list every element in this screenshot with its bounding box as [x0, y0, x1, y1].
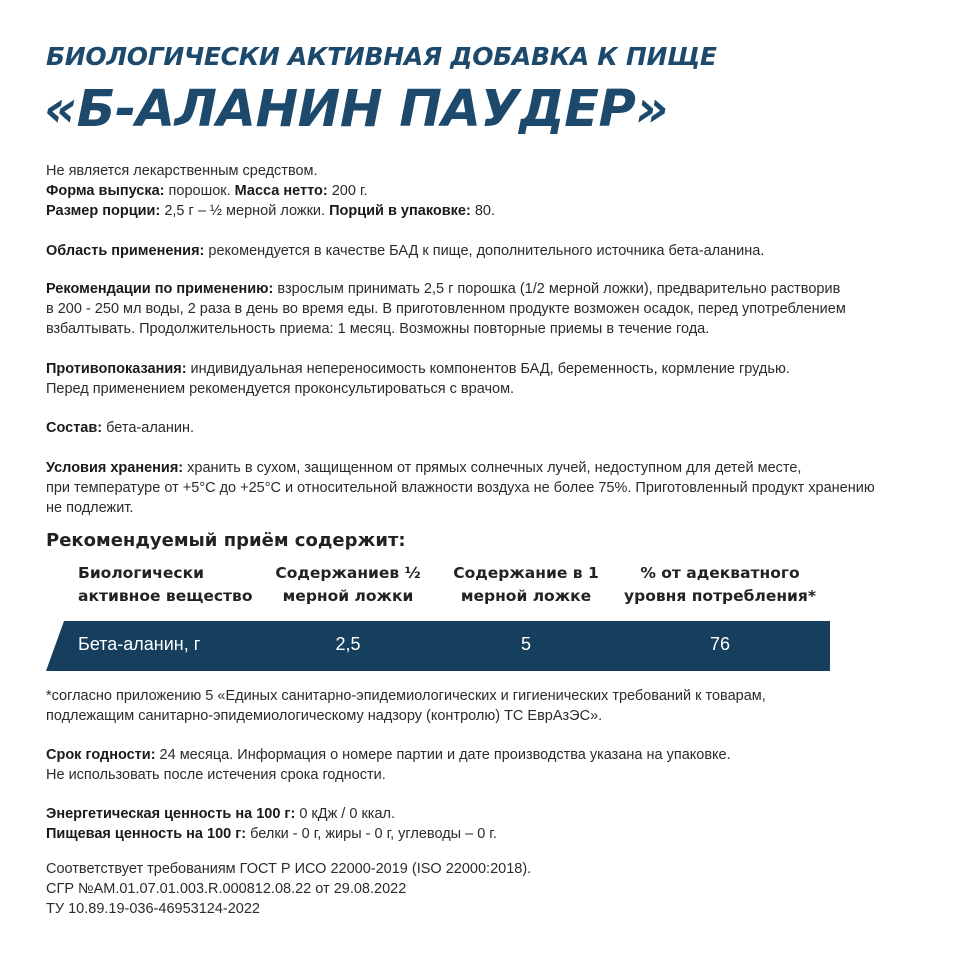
- application-line: [46, 241, 764, 261]
- mass-value: 200 г.: [327, 183, 368, 199]
- storage-label: Условия хранения:: [46, 460, 184, 476]
- energy-line: [46, 804, 395, 824]
- form-label: Форма выпуска:: [46, 183, 165, 199]
- food-value-line: [46, 824, 497, 844]
- cell-substance: Бета-аланин, г: [78, 634, 201, 654]
- intake-title: Рекомендуемый приём содержит:: [46, 530, 406, 551]
- form-value: порошок.: [164, 183, 235, 199]
- form-line: [46, 181, 368, 201]
- composition-line: [46, 418, 194, 438]
- cell-percent: 76: [709, 634, 731, 654]
- compliance-line-2: СГР №AM.01.07.01.003.R.000812.08.22 от 29.08.2022: [46, 881, 407, 897]
- contra-text-1: индивидуальная непереносимость компонентов БАД, беременность, кормление грудью.: [186, 361, 790, 377]
- food-label: Пищевая ценность на 100 г:: [46, 826, 247, 842]
- portion-line: [46, 201, 495, 221]
- storage-line-1: [46, 458, 801, 478]
- usage-line-3: взбалтывать. Продолжительность приема: 1 месяц. Возможны повторные приемы в течение года.: [46, 321, 710, 337]
- portion-label: Размер порции:: [46, 203, 161, 219]
- header-substance: Биологически активное вещество: [78, 564, 253, 605]
- cell-half-spoon: 2,5: [335, 634, 361, 654]
- product-subtitle: БИОЛОГИЧЕСКИ АКТИВНАЯ ДОБАВКА К ПИЩЕ: [46, 42, 717, 71]
- portions-value: 80.: [470, 203, 495, 219]
- usage-text-1: взрослым принимать 2,5 г порошка (1/2 мерной ложки), предварительно растворив: [273, 281, 841, 297]
- contra-line-1: [46, 359, 790, 379]
- footnote-line-2: подлежащим санитарно-эпидемиологическому надзору (контролю) ТС ЕврАзЭС».: [46, 708, 603, 724]
- usage-line-1: [46, 279, 840, 299]
- header-half-spoon: Содержаниев ½ мерной ложки: [275, 564, 421, 605]
- mass-label: Масса нетто:: [234, 183, 328, 199]
- usage-line-2: в 200 - 250 мл воды, 2 раза в день во время еды. В приготовленном продукте возможен осадок, перед употреблением: [46, 301, 846, 317]
- application-text: рекомендуется в качестве БАД к пище, дополнительного источника бета-аланина.: [204, 243, 765, 259]
- composition-label: Состав:: [46, 420, 103, 436]
- compliance-line-3: ТУ 10.89.19-036-46953124-2022: [46, 901, 260, 917]
- footnote-line-1: *согласно приложению 5 «Единых санитарно-эпидемиологических и гигиенических требований к товарам,: [46, 688, 766, 704]
- shelf-life-line-1: [46, 745, 731, 765]
- application-label: Область применения:: [46, 243, 205, 259]
- storage-text-1: хранить в сухом, защищенном от прямых солнечных лучей, недоступном для детей месте,: [183, 460, 802, 476]
- portion-value: 2,5 г – ½ мерной ложки.: [160, 203, 330, 219]
- energy-value: 0 кДж / 0 ккал.: [295, 806, 396, 822]
- cell-full-spoon: 5: [520, 634, 531, 654]
- header-percent: % от адекватного уровня потребления*: [624, 564, 816, 605]
- storage-line-3: не подлежит.: [46, 500, 134, 516]
- header-full-spoon: Содержание в 1 мерной ложке: [453, 564, 599, 605]
- shelf-life-line-2: Не использовать после истечения срока годности.: [46, 767, 386, 783]
- shelf-life-text-1: 24 месяца. Информация о номере партии и дате производства указана на упаковке.: [155, 747, 731, 763]
- shelf-life-label: Срок годности:: [46, 747, 156, 763]
- product-title: «Б-АЛАНИН ПАУДЕР»: [44, 80, 669, 139]
- food-value: белки - 0 г, жиры - 0 г, углеводы – 0 г.: [246, 826, 497, 842]
- portions-label: Порций в упаковке:: [329, 203, 471, 219]
- compliance-line-1: Соответствует требованиям ГОСТ Р ИСО 22000-2019 (ISO 22000:2018).: [46, 861, 532, 877]
- energy-label: Энергетическая ценность на 100 г:: [46, 806, 296, 822]
- contra-line-2: Перед применением рекомендуется проконсультироваться с врачом.: [46, 381, 515, 397]
- usage-label: Рекомендации по применению:: [46, 281, 274, 297]
- composition-text: бета-аланин.: [102, 420, 194, 436]
- contra-label: Противопоказания:: [46, 361, 187, 377]
- not-medicine-note: Не является лекарственным средством.: [46, 163, 318, 179]
- storage-line-2: при температуре от +5°C до +25°C и относительной влажности воздуха не более 75%. Приготовленный продукт хранению: [46, 480, 875, 496]
